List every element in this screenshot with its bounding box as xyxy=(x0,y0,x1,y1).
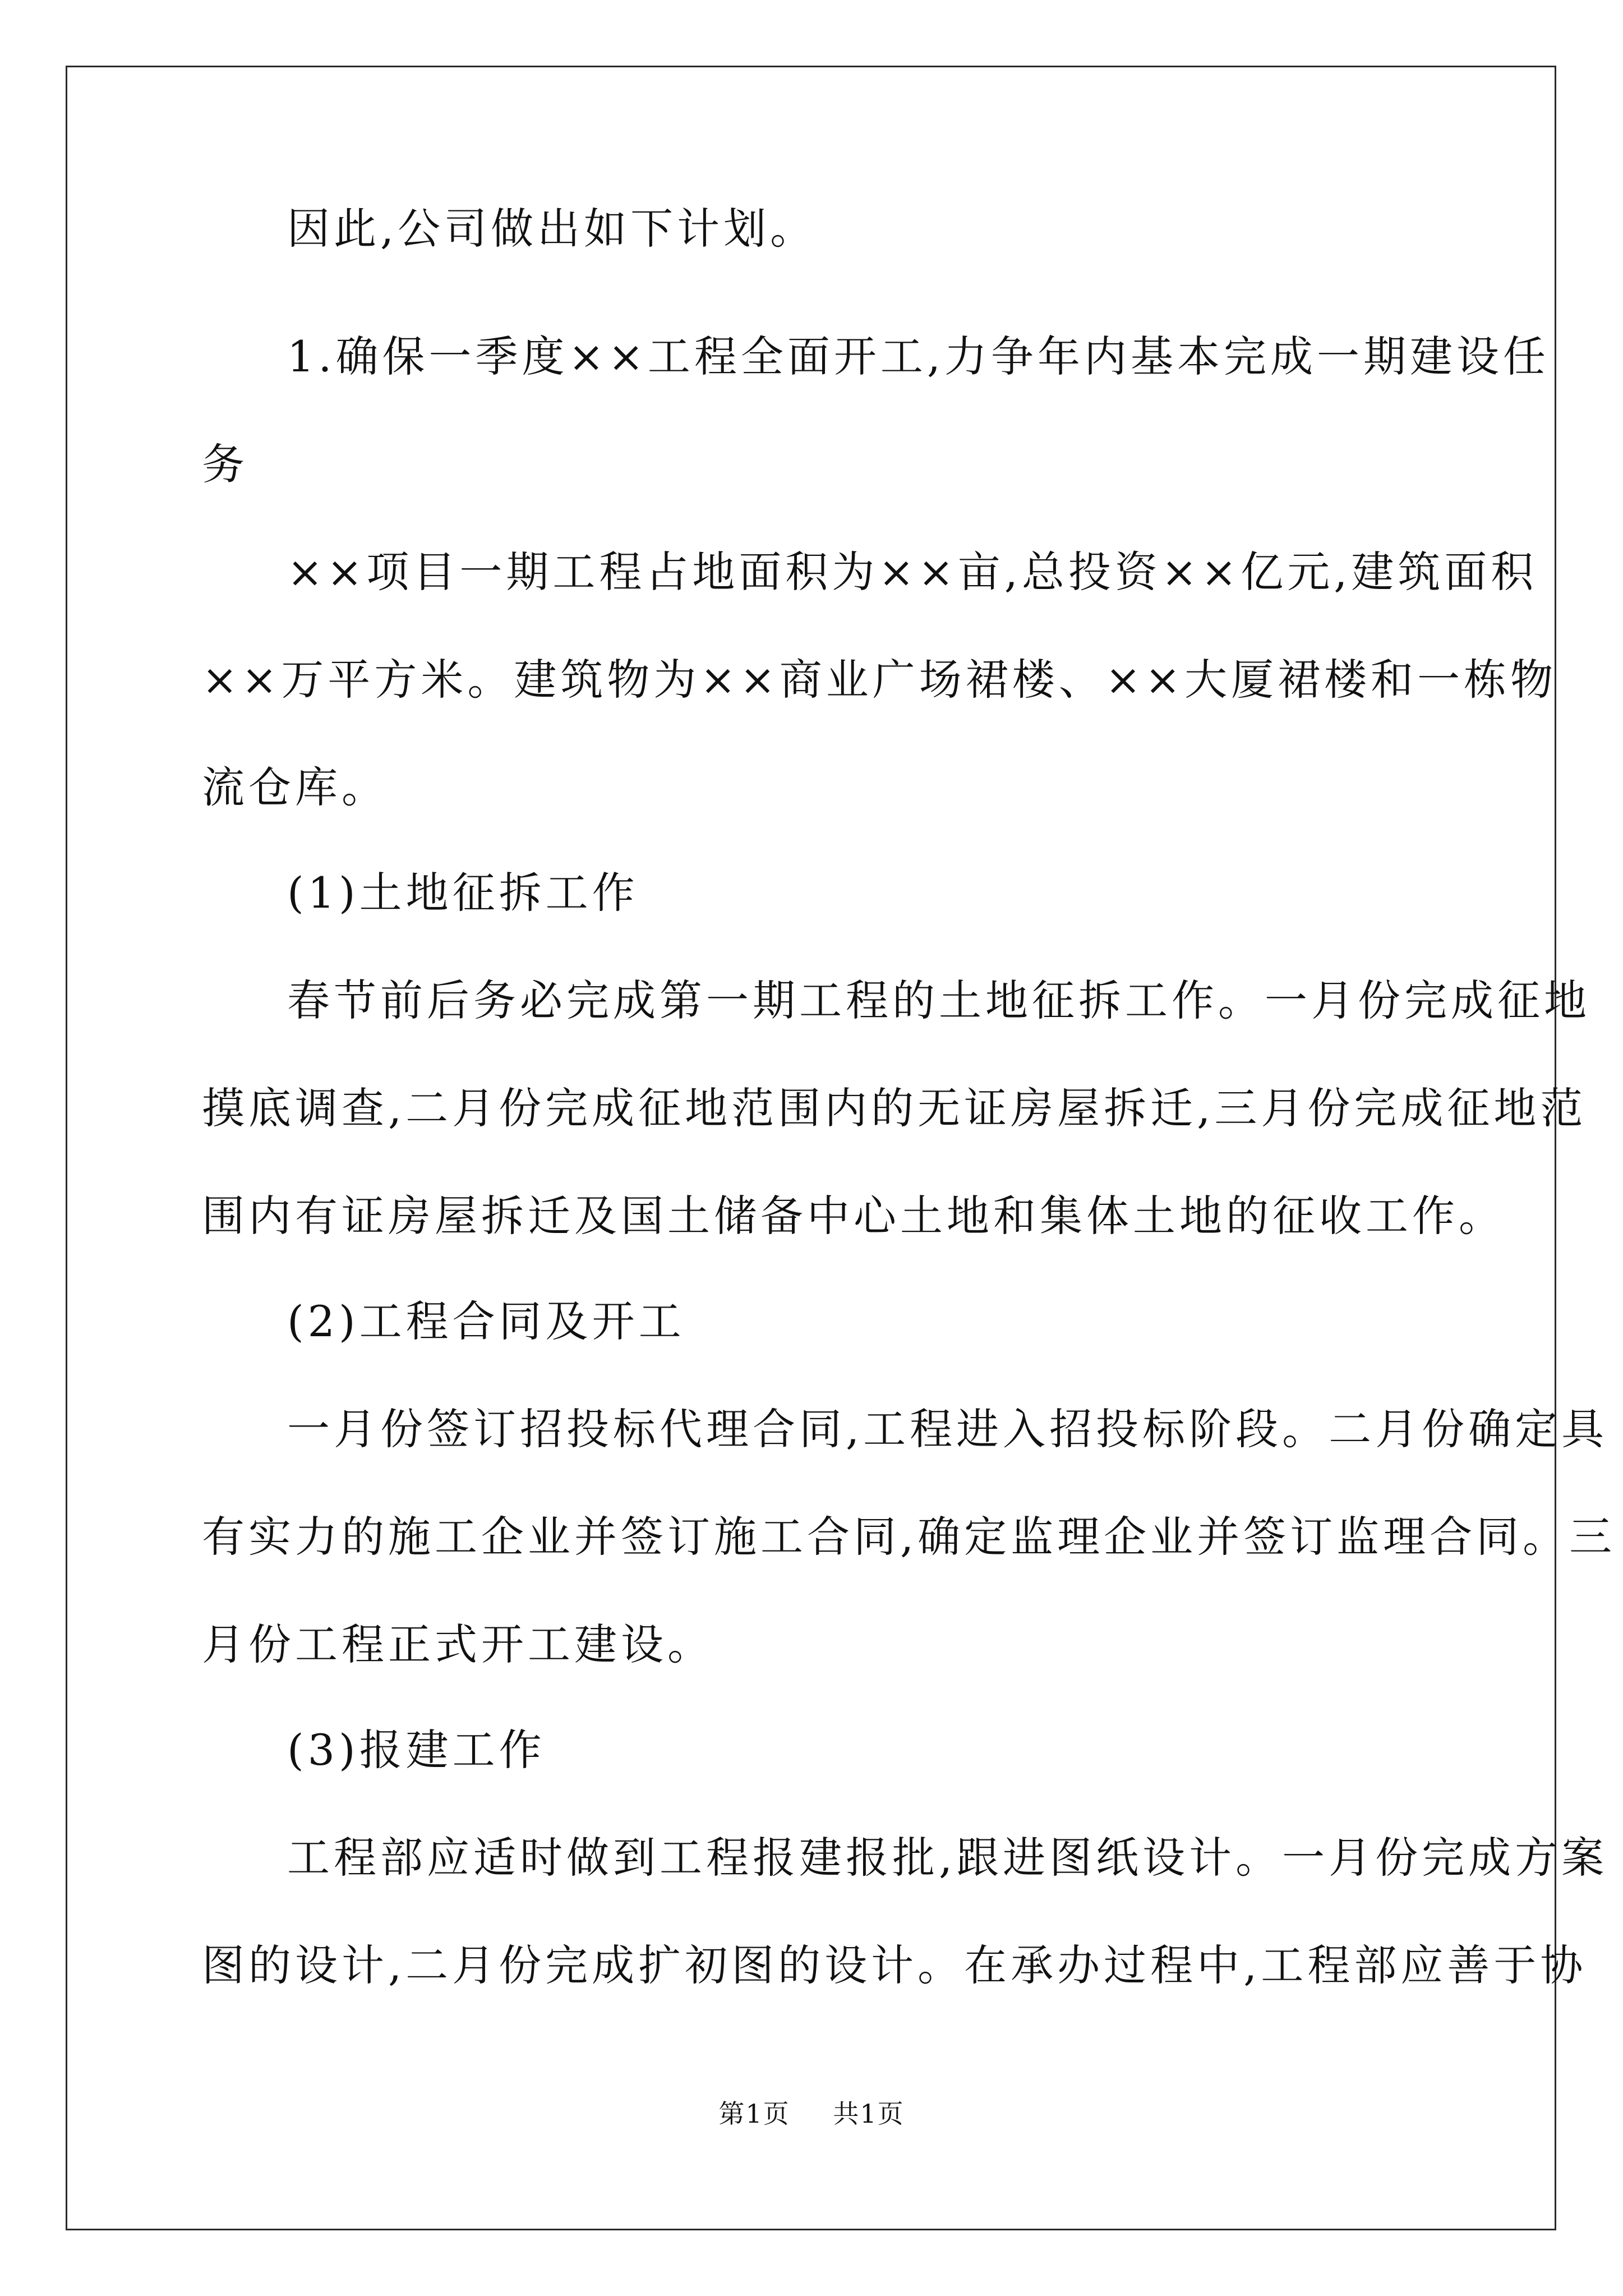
paragraph-line: 务 xyxy=(202,439,248,489)
section-heading: (3)报建工作 xyxy=(287,1725,546,1775)
paragraph-line: 流仓库。 xyxy=(202,762,388,812)
paragraph-line: ××万平方米。建筑物为××商业广场裙楼、××大厦裙楼和一栋物 xyxy=(202,655,1557,705)
paragraph-line: 有实力的施工企业并签订施工合同,确定监理企业并签订监理合同。三 xyxy=(202,1512,1616,1562)
page-footer xyxy=(0,2097,1623,2131)
paragraph-line: 1.确保一季度××工程全面开工,力争年内基本完成一期建设任 xyxy=(287,332,1550,381)
page-number: 第1页 xyxy=(718,2099,790,2129)
paragraph-line: 工程部应适时做到工程报建报批,跟进图纸设计。一月份完成方案 xyxy=(287,1833,1608,1883)
section-heading: (1)土地征拆工作 xyxy=(287,868,639,918)
page-border xyxy=(66,66,1556,2230)
paragraph-line: 围内有证房屋拆迁及国土储备中心土地和集体土地的征收工作。 xyxy=(202,1191,1505,1241)
paragraph-line: 一月份签订招投标代理合同,工程进入招投标阶段。二月份确定具 xyxy=(287,1404,1608,1454)
section-heading: (2)工程合同及开工 xyxy=(287,1296,685,1346)
paragraph-line: 因此,公司做出如下计划。 xyxy=(287,204,817,254)
paragraph-line: 春节前后务必完成第一期工程的土地征拆工作。一月份完成征地 xyxy=(287,976,1590,1025)
paragraph-line: 图的设计,二月份完成扩初图的设计。在承办过程中,工程部应善于协 xyxy=(202,1940,1587,1990)
page-count: 共1页 xyxy=(833,2099,905,2129)
paragraph-line: ××项目一期工程占地面积为××亩,总投资××亿元,建筑面积 xyxy=(287,547,1538,597)
paragraph-line: 月份工程正式开工建设。 xyxy=(202,1619,714,1669)
paragraph-line: 摸底调查,二月份完成征地范围内的无证房屋拆迁,三月份完成征地范 xyxy=(202,1083,1587,1133)
